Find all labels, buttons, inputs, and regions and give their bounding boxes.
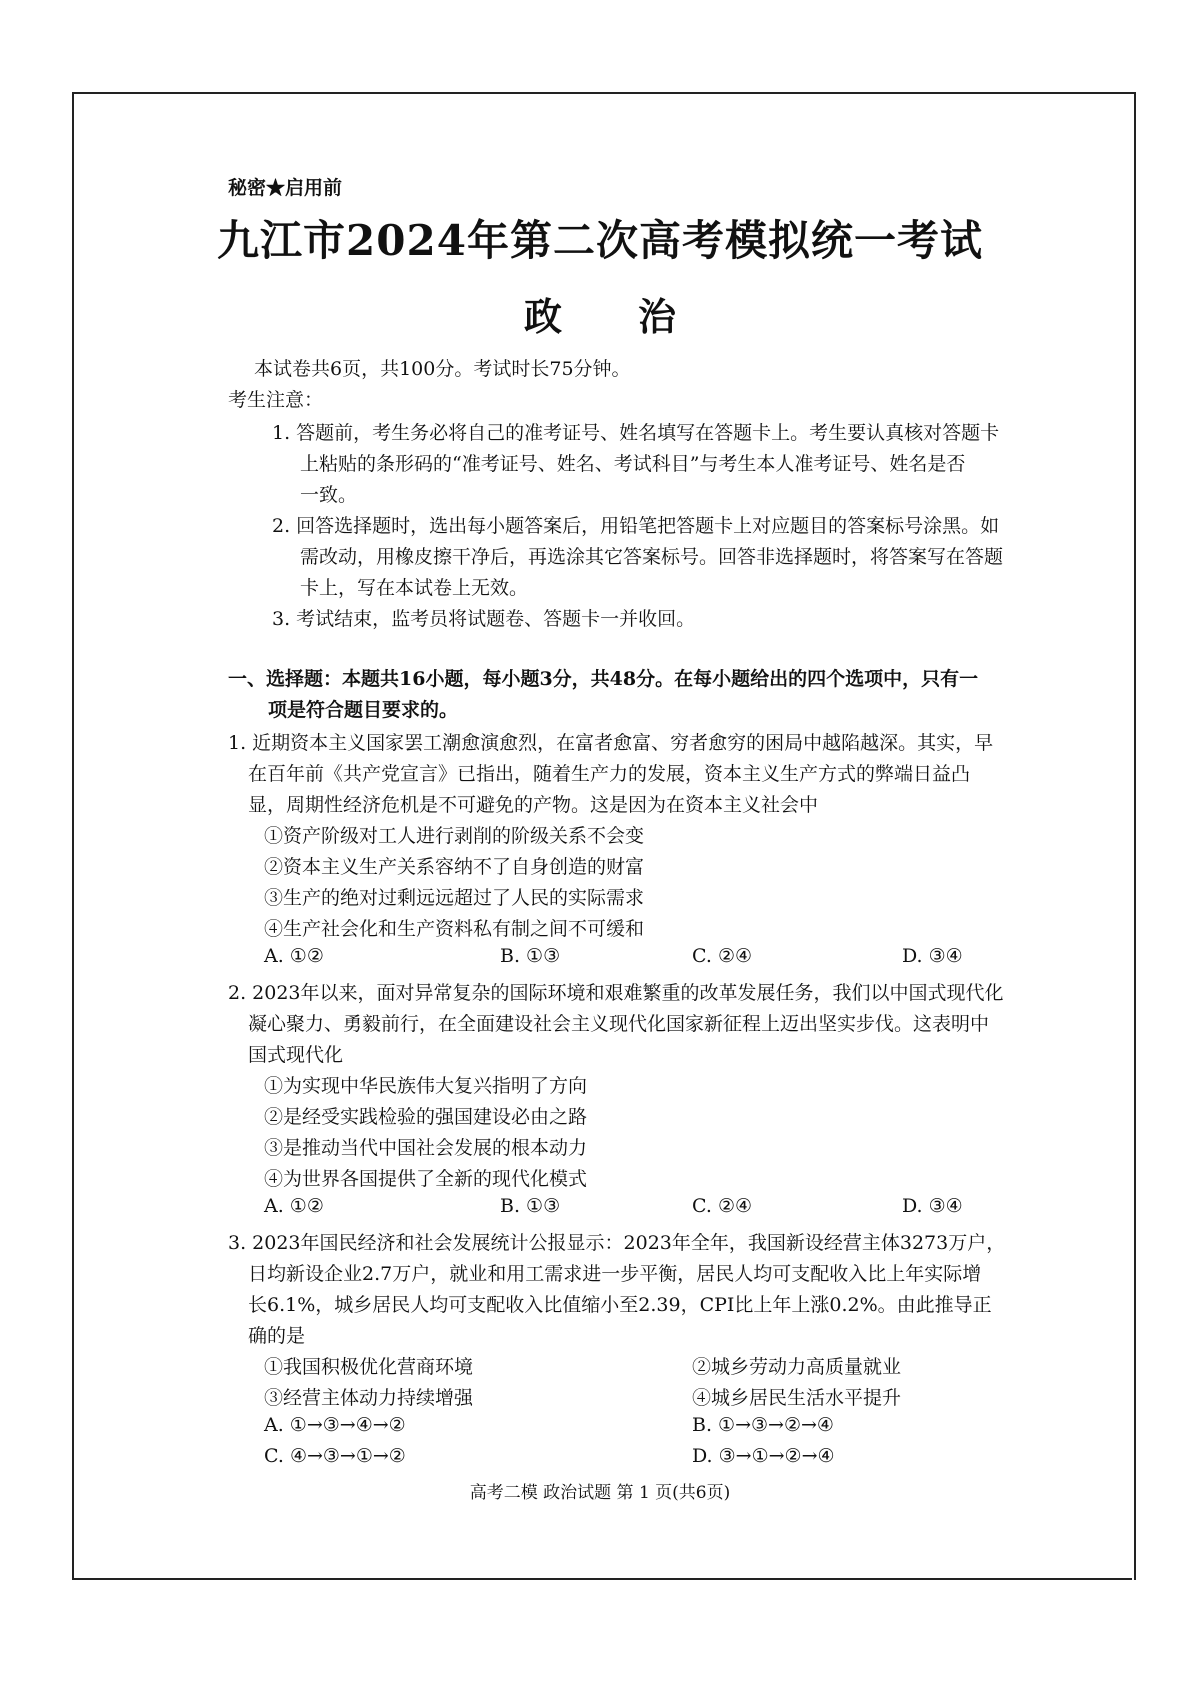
intro-text: 本试卷共6页，共100分。考试时长75分钟。 [254,358,631,380]
subject-char-2: 治 [638,294,677,339]
notice-line: 需改动，用橡皮擦干净后，再选涂其它答案标号。回答非选择题时，将答案写在答题 [300,546,1004,568]
notice-line: 一致。 [300,484,358,506]
q3-item: ④城乡居民生活水平提升 [692,1387,902,1409]
q1-item: ②资本主义生产关系容纳不了自身创造的财富 [264,856,645,878]
q3-option-c: C. ④→③→①→② [264,1445,406,1467]
q1-option-a: A. ①② [264,945,324,967]
q3-item: ①我国积极优化营商环境 [264,1356,474,1378]
page-border-bottom [72,1578,1132,1580]
q2-item: ④为世界各国提供了全新的现代化模式 [264,1168,588,1190]
subject-char-1: 政 [523,294,562,339]
section-heading: 一、选择题：本题共16小题，每小题3分，共48分。在每小题给出的四个选项中，只有一 [228,668,979,690]
q3-item: ②城乡劳动力高质量就业 [692,1356,902,1378]
q2-stem-line: 2. 2023年以来，面对异常复杂的国际环境和艰难繁重的改革发展任务，我们以中国式现代化 [228,982,1004,1004]
q1-item: ④生产社会化和生产资料私有制之间不可缓和 [264,918,645,940]
q1-stem-line: 显，周期性经济危机是不可避免的产物。这是因为在资本主义社会中 [248,794,819,816]
q2-item: ①为实现中华民族伟大复兴指明了方向 [264,1075,588,1097]
q1-item: ③生产的绝对过剩远远超过了人民的实际需求 [264,887,645,909]
q1-option-c: C. ②④ [692,945,753,967]
page-footer: 高考二模 政治试题 第 1 页(共6页) [469,1483,731,1503]
notice-label: 考生注意： [228,389,324,411]
notice-line: 1. 答题前，考生务必将自己的准考证号、姓名填写在答题卡上。考生要认真核对答题卡 [272,422,1000,444]
q3-item: ③经营主体动力持续增强 [264,1387,474,1409]
notice-line: 上粘贴的条形码的“准考证号、姓名、考试科目”与考生本人准考证号、姓名是否 [300,453,966,475]
notice-line: 2. 回答选择题时，选出每小题答案后，用铅笔把答题卡上对应题目的答案标号涂黑。如 [272,515,1000,537]
q3-option-d: D. ③→①→②→④ [692,1445,835,1467]
q2-option-b: B. ①③ [500,1195,561,1217]
q3-stem-line: 长6.1%，城乡居民人均可支配收入比值缩小至2.39，CPI比上年上涨0.2%。由此推导正 [248,1294,992,1316]
q3-stem-line: 3. 2023年国民经济和社会发展统计公报显示：2023年全年，我国新设经营主体3273万户， [228,1232,1006,1254]
q1-item: ①资产阶级对工人进行剥削的阶级关系不会变 [264,825,645,847]
q3-stem-line: 日均新设企业2.7万户，就业和用工需求进一步平衡，居民人均可支配收入比上年实际增 [248,1263,982,1285]
secret-label: 秘密★启用前 [228,177,343,199]
q2-stem-line: 凝心聚力、勇毅前行，在全面建设社会主义现代化国家新征程上迈出坚实步伐。这表明中 [248,1013,990,1035]
q1-option-b: B. ①③ [500,945,561,967]
q2-stem-line: 国式现代化 [248,1044,344,1066]
q1-option-d: D. ③④ [902,945,963,967]
q2-item: ②是经受实践检验的强国建设必由之路 [264,1106,588,1128]
q2-option-d: D. ③④ [902,1195,963,1217]
subject-title [0,286,1200,341]
q2-option-c: C. ②④ [692,1195,753,1217]
notice-line: 卡上，写在本试卷上无效。 [300,577,529,599]
q3-option-b: B. ①→③→②→④ [692,1414,834,1436]
q1-stem-line: 1. 近期资本主义国家罢工潮愈演愈烈，在富者愈富、穷者愈穷的困局中越陷越深。其实，早 [228,732,994,754]
q3-option-a: A. ①→③→④→② [264,1414,406,1436]
notice-line: 3. 考试结束，监考员将试题卷、答题卡一并收回。 [272,608,696,630]
q2-option-a: A. ①② [264,1195,324,1217]
q2-item: ③是推动当代中国社会发展的根本动力 [264,1137,588,1159]
exam-title: 九江市2024年第二次高考模拟统一考试 [217,216,983,265]
q1-stem-line: 在百年前《共产党宣言》已指出，随着生产力的发展，资本主义生产方式的弊端日益凸 [248,763,971,785]
q3-stem-line: 确的是 [248,1325,306,1347]
section-heading-cont: 项是符合题目要求的。 [268,699,459,721]
